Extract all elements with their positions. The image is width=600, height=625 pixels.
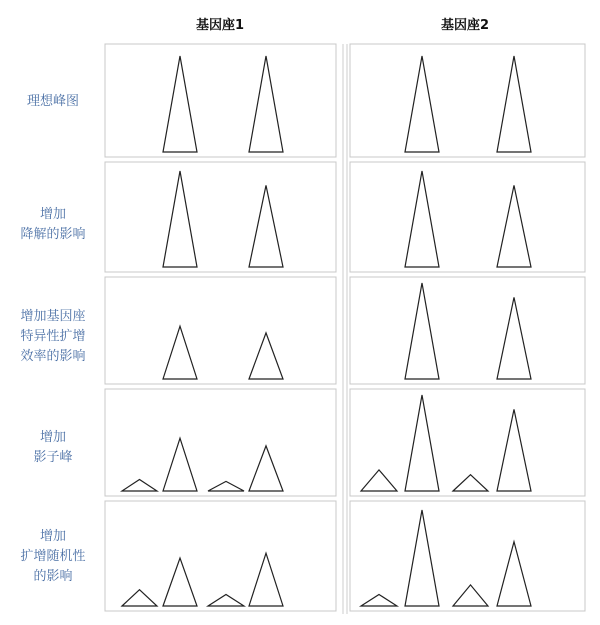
row-label-ideal: 理想峰图 [26,94,79,109]
stutter-peak [208,594,244,606]
allele-peak [497,409,531,491]
panel-r3-c1 [350,389,585,496]
allele-peak [249,185,283,267]
stutter-peak [122,479,157,491]
column-title-locus1: 基因座1 [195,18,245,33]
allele-peak [405,171,439,267]
stutter-peak [453,585,488,606]
column-title-locus2: 基因座2 [440,18,490,33]
allele-peak [163,326,197,379]
stutter-peak [208,481,244,491]
row-label-stochastic: 增加 扩增随机性 的影响 [20,529,86,584]
allele-peak [163,171,197,267]
panel-r1-c1 [350,162,585,272]
allele-peak [163,56,197,152]
row-label-degradation: 增加 降解的影响 [20,207,86,242]
stutter-peak [453,475,488,491]
allele-peak [163,558,197,606]
panel-r4-c1 [350,501,585,611]
panel-r2-c1 [350,277,585,384]
allele-peak [497,185,531,267]
allele-peak [163,438,197,491]
row-label-stutter: 增加 影子峰 [33,430,73,465]
allele-peak [405,56,439,152]
stutter-peak [122,590,157,606]
stutter-peak [361,594,397,606]
allele-peak [249,333,283,379]
allele-peak [405,283,439,379]
allele-peak [405,395,439,491]
row-label-locus-efficiency: 增加基因座 特异性扩增 效率的影响 [20,309,86,364]
stutter-peak [361,470,397,491]
allele-peak [249,553,283,606]
panel-r0-c1 [350,44,585,157]
allele-peak [497,542,531,606]
panel-r4-c0 [105,501,336,611]
panel-r2-c0 [105,277,336,384]
panel-r1-c0 [105,162,336,272]
panel-r0-c0 [105,44,336,157]
allele-peak [497,56,531,152]
allele-peak [249,446,283,491]
allele-peak [405,510,439,606]
allele-peak [497,297,531,379]
allele-peak [249,56,283,152]
